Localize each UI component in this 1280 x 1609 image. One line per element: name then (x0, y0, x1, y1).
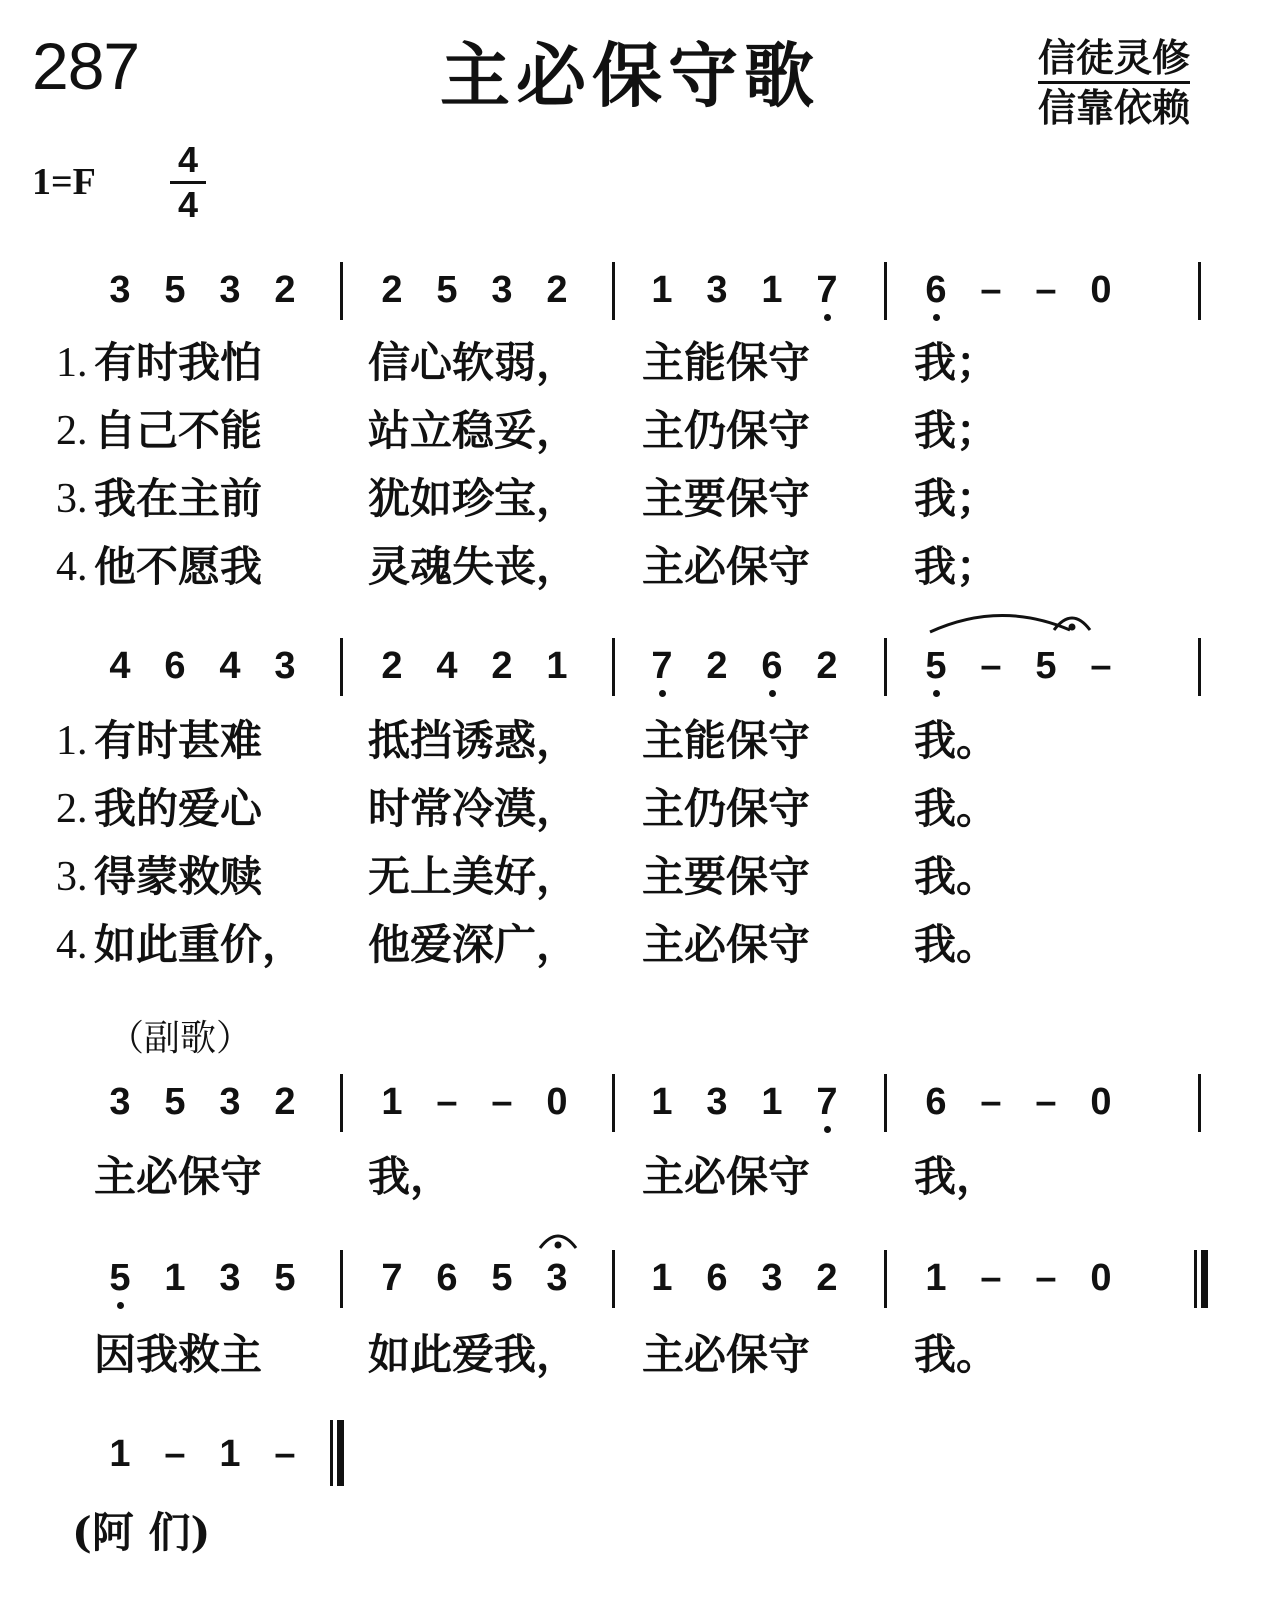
note: 3 (546, 1257, 568, 1299)
note: 3 (219, 269, 241, 311)
lyric-verse-1-p3: 主能保守 (642, 716, 811, 765)
lyric-verse-3-p2: 无上美好， (368, 852, 579, 901)
lyric-verse-1-p4: 我； (914, 338, 999, 387)
lyric-verse-2-p2: 站立稳妥， (368, 406, 579, 455)
lyric-verse-4-p1: 如此重价， (94, 920, 305, 969)
lyric-verse-3-p3: 主要保守 (642, 852, 811, 901)
lyric-p2: 如此爱我， (368, 1330, 579, 1379)
note: 2 (816, 645, 838, 687)
note: 2 (381, 269, 403, 311)
note: – (436, 1081, 458, 1123)
note: 5 (164, 269, 186, 311)
amen-lyric: (阿 们) (72, 1508, 211, 1557)
lyric-verse-3-num: 3. (56, 854, 88, 900)
note: 5 (164, 1081, 186, 1123)
lyric-verse-4-p2: 灵魂失丧， (368, 542, 579, 591)
lyric-verse-2-p4: 我。 (914, 784, 999, 833)
note: – (980, 269, 1002, 311)
note: 0 (1090, 269, 1112, 311)
note: 6 (164, 645, 186, 687)
lyric-p1: 因我救主 (94, 1330, 263, 1379)
hymn-title: 主必保守歌 (440, 35, 820, 117)
note: 6 (925, 1081, 947, 1123)
lyric-p3: 主必保守 (642, 1152, 811, 1201)
note: 5 (436, 269, 458, 311)
note: 7 (651, 645, 673, 687)
note: 3 (109, 1081, 131, 1123)
lyric-verse-3-num: 3. (56, 476, 88, 522)
note: 0 (1090, 1081, 1112, 1123)
note: 1 (761, 269, 783, 311)
slur-mark (930, 615, 1070, 632)
lyric-verse-4-p4: 我。 (914, 920, 999, 969)
note: 0 (546, 1081, 568, 1123)
note: 3 (109, 269, 131, 311)
note: – (1035, 1257, 1057, 1299)
lyric-p1: 主必保守 (94, 1152, 263, 1201)
note: 1 (546, 645, 568, 687)
note: – (1035, 1081, 1057, 1123)
fermata-dot (1069, 624, 1076, 631)
note: 4 (436, 645, 458, 687)
note: 6 (436, 1257, 458, 1299)
note: 1 (381, 1081, 403, 1123)
lyric-verse-1-num: 1. (56, 340, 88, 386)
category-primary: 信徒灵修 (1038, 36, 1190, 84)
lyric-verse-1-p2: 信心软弱， (368, 338, 579, 387)
note: 3 (761, 1257, 783, 1299)
lyric-verse-3-p2: 犹如珍宝， (368, 474, 579, 523)
note: 1 (651, 269, 673, 311)
chorus-label: （副歌） (108, 1018, 253, 1059)
time-signature-bottom: 4 (177, 184, 199, 225)
time-signature-top: 4 (177, 139, 199, 180)
lyric-verse-4-p4: 我； (914, 542, 999, 591)
note: 5 (925, 645, 947, 687)
note: – (274, 1433, 296, 1475)
fermata-dot (555, 1242, 562, 1249)
note: 1 (109, 1433, 131, 1475)
note: 6 (761, 645, 783, 687)
lyric-verse-1-p4: 我。 (914, 716, 999, 765)
note: 7 (816, 269, 838, 311)
note: 2 (706, 645, 728, 687)
lyric-verse-3-p4: 我； (914, 474, 999, 523)
lyric-verse-2-p4: 我； (914, 406, 999, 455)
note: 3 (491, 269, 513, 311)
note: 3 (219, 1257, 241, 1299)
lyric-p4: 我， (914, 1152, 999, 1201)
lyric-verse-2-p2: 时常冷漠， (368, 784, 579, 833)
lyric-p3: 主必保守 (642, 1330, 811, 1379)
key-signature: 1=F (32, 161, 96, 203)
note: 5 (491, 1257, 513, 1299)
lyric-verse-4-p2: 他爱深广， (368, 920, 579, 969)
note: 0 (1090, 1257, 1112, 1299)
note: 6 (706, 1257, 728, 1299)
lyric-p4: 我。 (914, 1330, 999, 1379)
note: – (1090, 645, 1112, 687)
note: 1 (651, 1081, 673, 1123)
note: 7 (816, 1081, 838, 1123)
lyric-verse-3-p3: 主要保守 (642, 474, 811, 523)
note: – (491, 1081, 513, 1123)
note: 4 (109, 645, 131, 687)
note: 1 (925, 1257, 947, 1299)
note: 1 (651, 1257, 673, 1299)
note: – (980, 645, 1002, 687)
lyric-verse-1-p3: 主能保守 (642, 338, 811, 387)
note: 2 (546, 269, 568, 311)
lyric-verse-4-num: 4. (56, 922, 88, 968)
note: 3 (274, 645, 296, 687)
note: 5 (109, 1257, 131, 1299)
note: – (164, 1433, 186, 1475)
note: 3 (706, 269, 728, 311)
note: 1 (761, 1081, 783, 1123)
category-secondary: 信靠依赖 (1038, 86, 1191, 130)
note: 1 (219, 1433, 241, 1475)
lyric-verse-2-num: 2. (56, 786, 88, 832)
note: 2 (381, 645, 403, 687)
note: 4 (219, 645, 241, 687)
lyric-p2: 我， (368, 1152, 453, 1201)
note: 5 (274, 1257, 296, 1299)
note: 5 (1035, 645, 1057, 687)
note: 3 (706, 1081, 728, 1123)
note: 2 (491, 645, 513, 687)
note: – (1035, 269, 1057, 311)
lyric-verse-2-p3: 主仍保守 (642, 406, 811, 455)
lyric-verse-2-p1: 自己不能 (94, 406, 263, 455)
lyric-verse-1-p1: 有时甚难 (94, 716, 263, 765)
hymn-number: 287 (32, 29, 140, 103)
note: 2 (274, 269, 296, 311)
lyric-verse-3-p1: 我在主前 (94, 474, 263, 523)
lyric-verse-3-p1: 得蒙救赎 (94, 852, 263, 901)
lyric-verse-4-p3: 主必保守 (642, 920, 811, 969)
note: 1 (164, 1257, 186, 1299)
lyric-verse-2-p1: 我的爱心 (94, 784, 263, 833)
note: – (980, 1257, 1002, 1299)
lyric-verse-1-p1: 有时我怕 (94, 338, 263, 387)
note: 6 (925, 269, 947, 311)
lyric-verse-2-num: 2. (56, 408, 88, 454)
note: 7 (381, 1257, 403, 1299)
note: 2 (816, 1257, 838, 1299)
lyric-verse-3-p4: 我。 (914, 852, 999, 901)
lyric-verse-1-p2: 抵挡诱惑， (368, 716, 579, 765)
note: 2 (274, 1081, 296, 1123)
lyric-verse-2-p3: 主仍保守 (642, 784, 811, 833)
lyric-verse-4-num: 4. (56, 544, 88, 590)
lyric-verse-4-p1: 他不愿我 (94, 542, 263, 591)
note: – (980, 1081, 1002, 1123)
lyric-verse-4-p3: 主必保守 (642, 542, 811, 591)
lyric-verse-1-num: 1. (56, 718, 88, 764)
note: 3 (219, 1081, 241, 1123)
